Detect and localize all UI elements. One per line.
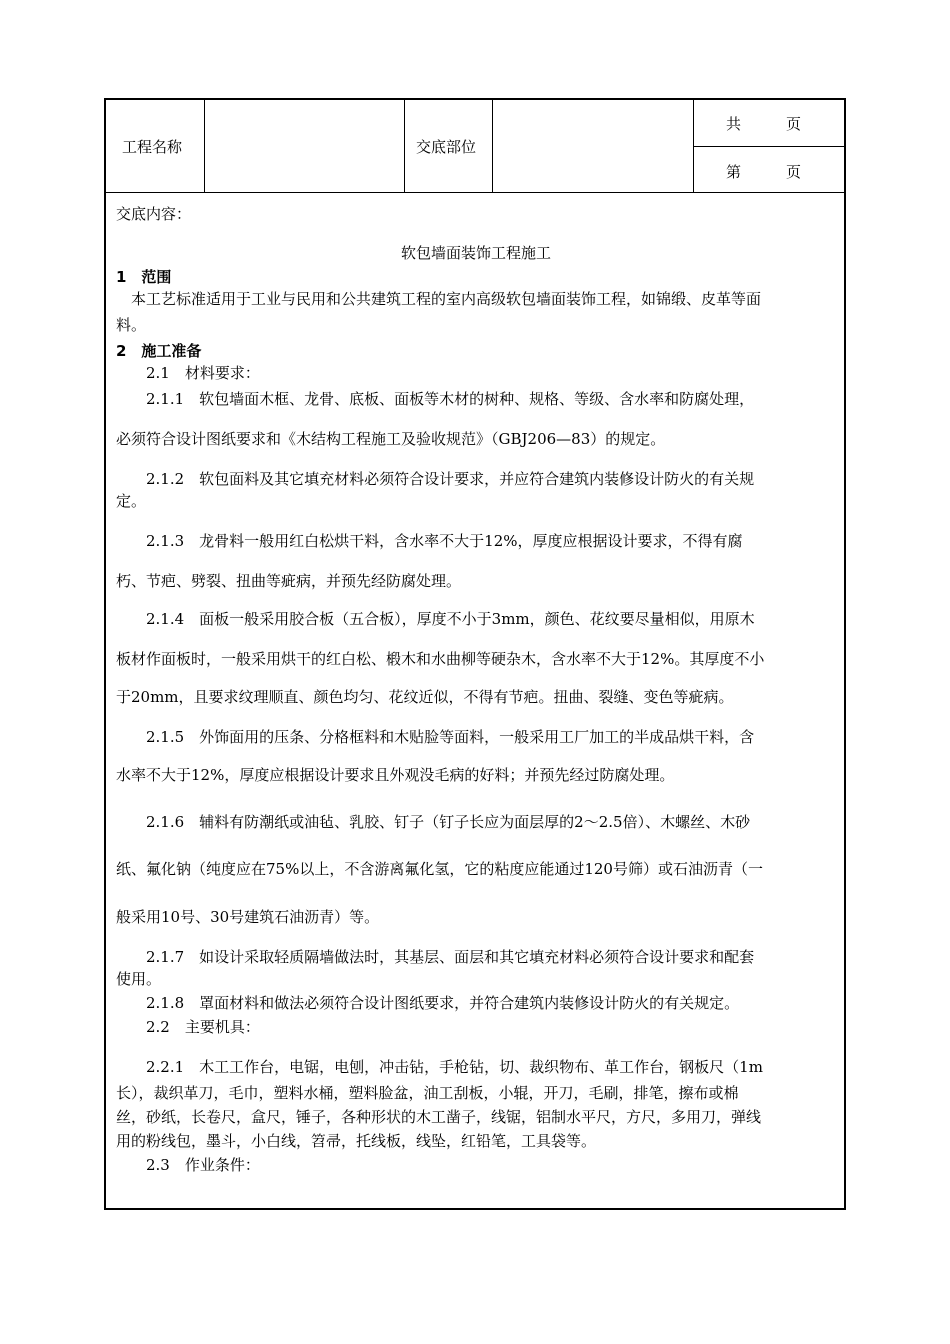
content-line: 2.1.1 软包墙面木框、龙骨、底板、面板等木材的树种、规格、等级、含水率和防腐处理， [116, 390, 755, 408]
content-line: 2.2 主要机具： [116, 1018, 260, 1036]
divider [404, 100, 405, 192]
content-label: 交底内容： [116, 205, 192, 223]
content-line: 纸、氟化钠（纯度应在75%以上，不含游离氟化氢，它的粘度应能通过120号筛）或石油沥青（一 [116, 860, 763, 878]
content-line: 2.1.3 龙骨料一般用红白松烘干料，含水率不大于12%，厚度应根据设计要求，不得有腐 [116, 532, 743, 550]
content-line: 2.1 材料要求： [116, 364, 260, 382]
divider [204, 100, 205, 192]
location-label: 交底部位 [416, 138, 477, 156]
section-heading: 1 范围 [116, 268, 172, 286]
project-name-label: 工程名称 [122, 138, 183, 156]
content-line: 长），裁织革刀，毛巾，塑料水桶，塑料脸盆，油工刮板，小辊，开刀，毛刷，排笔，擦布或棉 [116, 1084, 739, 1102]
content-line: 2.1.7 如设计采取轻质隔墙做法时，其基层、面层和其它填充材料必须符合设计要求和配套 [116, 948, 755, 966]
disclosure-form [104, 98, 846, 1210]
divider [492, 100, 493, 192]
content-line: 2.1.8 罩面材料和做法必须符合设计图纸要求，并符合建筑内装修设计防火的有关规定。 [116, 994, 740, 1012]
section-heading: 2 施工准备 [116, 342, 202, 360]
page-number: 第 页 [726, 163, 802, 181]
content-line: 2.2.1 木工工作台，电锯，电刨，冲击钻，手枪钻，切、裁织物布、革工作台，钢板尺（1m [116, 1058, 763, 1076]
document-title: 软包墙面装饰工程施工 [400, 244, 551, 262]
content-line: 定。 [116, 492, 147, 510]
content-line: 朽、节疤、劈裂、扭曲等疵病，并预先经防腐处理。 [116, 572, 462, 590]
content-line: 2.1.4 面板一般采用胶合板（五合板），厚度不小于3mm，颜色、花纹要尽量相似，用原木 [116, 610, 755, 628]
content-line: 水率不大于12%，厚度应根据设计要求且外观没毛病的好料；并预先经过防腐处理。 [116, 766, 675, 784]
form-header [106, 100, 844, 193]
divider [693, 146, 844, 147]
content-line: 板材作面板时，一般采用烘干的红白松、椴木和水曲柳等硬杂木，含水率不大于12%。其厚度不小 [116, 650, 765, 668]
content-line: 2.1.6 辅料有防潮纸或油毡、乳胶、钉子（钉子长应为面层厚的2～2.5倍）、木螺丝、木砂 [116, 813, 751, 831]
content-line: 用的粉线包，墨斗，小白线，笤帚，托线板，线坠，红铅笔，工具袋等。 [116, 1132, 597, 1150]
content-line: 丝，砂纸，长卷尺，盒尺，锤子，各种形状的木工凿子，线锯，铝制水平尺，方尺，多用刀，弹线 [116, 1108, 762, 1126]
content-line: 于20mm，且要求纹理顺直、颜色均匀、花纹近似，不得有节疤。扭曲、裂缝、变色等疵病。 [116, 688, 734, 706]
content-line: 使用。 [116, 970, 162, 988]
content-line: 2.1.5 外饰面用的压条、分格框料和木贴脸等面料，一般采用工厂加工的半成品烘干料，含 [116, 728, 755, 746]
content-line: 般采用10号、30号建筑石油沥青）等。 [116, 908, 380, 926]
content-line: 必须符合设计图纸要求和《木结构工程施工及验收规范》（GBJ206—83）的规定。 [116, 430, 666, 448]
total-pages: 共 页 [726, 115, 802, 133]
content-line: 2.3 作业条件： [116, 1156, 260, 1174]
content-line: 料。 [116, 316, 147, 334]
content-line: 2.1.2 软包面料及其它填充材料必须符合设计要求，并应符合建筑内装修设计防火的有关规 [116, 470, 755, 488]
content-line: 本工艺标准适用于工业与民用和公共建筑工程的室内高级软包墙面装饰工程，如锦缎、皮革等面 [116, 290, 762, 308]
